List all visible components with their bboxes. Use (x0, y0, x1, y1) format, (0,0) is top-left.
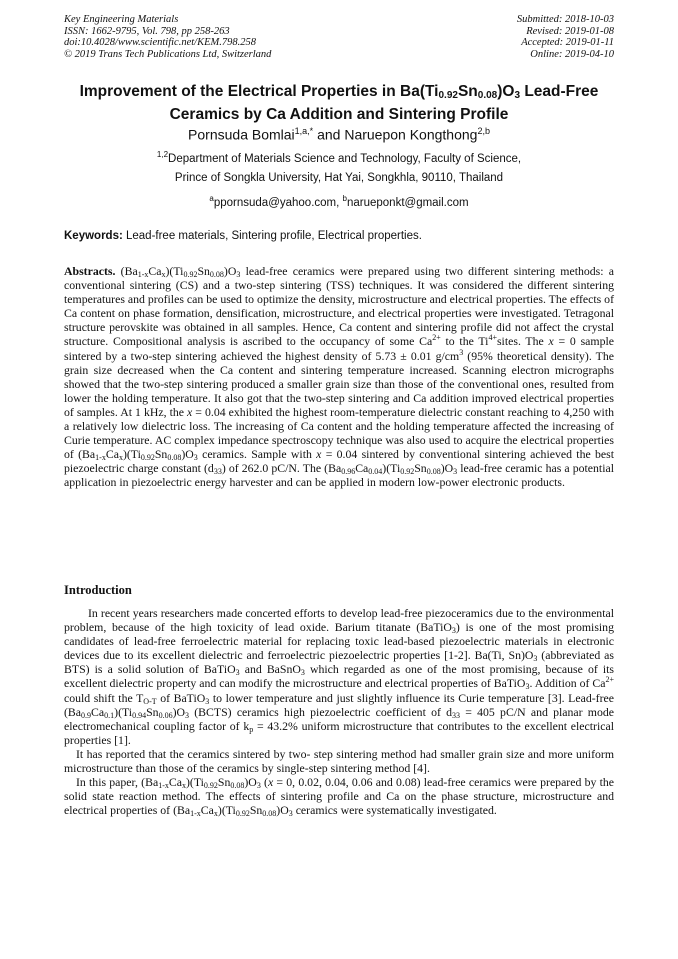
introduction-body (64, 606, 614, 817)
journal-header-right (517, 14, 614, 60)
abstract-label: Abstracts. (64, 264, 116, 278)
author-1: Pornsuda Bomlai (188, 126, 295, 143)
affiliation-line-2: Prince of Songkla University, Hat Yai, Songkhla, 90110, Thailand (174, 172, 504, 184)
date-revised: Revised: 2019-01-08 (526, 25, 614, 37)
date-online: Online: 2019-04-10 (530, 48, 614, 60)
title-line-2: Ceramics by Ca Addition and Sintering Profile (169, 106, 509, 123)
journal-header-left (64, 14, 271, 60)
affiliation-line-1: $^{1,2}$Department of Materials Science and Technology, Faculty of Science, (156, 150, 522, 165)
intro-paragraph-1: In recent years researchers made concerted efforts to develop lead-free piezoceramics due to the environmental problem, because of the high toxicity of lead oxide. Barium titanate (BaTiO$_3$) is one of the most promising candidates of lead-free ferroelectric material for replacing toxic lead-based piezoelectric materials in electronic devices due to its excellent dielectric and ferroelectric piezoelectric properties [1-2]. Ba(Ti, $Sn)O_3$ (abbreviated as BTS) is a solid solution of BaTiO$_3$ and BaSnO$_3$ which regarded as one of the most promising, because of its excellent dielectric property and can modify the microstructure and electrical properties of BaTiO$_3$. Addition of $Ca^{2+}$ could shift the $T_{O-T}$ of BaTiO$_3$ to lower temperature and just slightly influence its Curie temperature [3]. Lead-free $(Ba_{0.9}Ca_{0.1})(Ti_{0.94}Sn_{0.06})O_3$ (BCTS) ceramics high piezoelectric coefficient of $d_{33} = 405$ pC/N and planar mode electromechanical coupling factor of $k_p = 43.2\%$ uniform microstructure that contributes to the excellent electrical properties [1]. (64, 606, 615, 747)
journal-issn: ISSN: 1662-9795, Vol. 798, pp 258-263 (64, 25, 230, 37)
author-2: Naruepon Kongthong (344, 126, 478, 143)
email-a: ppornsuda@yahoo.com, (213, 196, 343, 209)
paper-title (40, 82, 638, 124)
journal-doi: doi:10.4028/www.scientific.net/KEM.798.258 (64, 37, 256, 48)
email-b: narueponkt@gmail.com (346, 196, 469, 209)
author-emails: $^a$ppornsuda@yahoo.com, $^b$narueponkt@gmail.com (209, 194, 469, 209)
section-heading-introduction: Introduction (64, 583, 132, 597)
keywords: Keywords: Lead-free materials, Sintering profile, Electrical properties. (64, 230, 422, 242)
title-line-1: Improvement of the Electrical Properties in $Ba(Ti_{0.92}Sn_{0.08})O_3$ Lead-Free (79, 83, 599, 101)
date-submitted: Submitted: 2018-10-03 (516, 14, 614, 25)
abstract: Abstracts. $(Ba_{1-x}Ca_x)(Ti_{0.92}Sn_{0.08})O_3$ lead-free ceramics were prepared using two different sintering methods: a conventional sintering (CS) and a two-step sintering (TSS) techniques. It was considered the different sintering temperatures and profiles can be used to optimize the density, microstructure and electrical properties. The effects of Ca content on phase formation, densification, microstructure, and electrical properties were investigated. Tetragonal structure perovskite was obtained in all samples. Hence, Ca content and sintering profile did not affect the crystal structure. Compositional analysis is ascribed to the occupancy of some $Ca^{2+}$ to the $Ti^{4+}sites$. The x = 0 sample sintered by a two-step sintering achieved the highest density of 5.73 ± 0.01 $g/cm^3$ (95% theoretical density). The grain size decreased when the Ca content and sintering temperature increased. Scanning electron micrographs showed that the two-step sintering produced a smaller grain size than those of the conventional ones, resulted from lower the holding temperature. It also got that the two-step sintering and Ca addition improved electrical properties of samples. At 1 kHz, the x = 0.04 exhibited the highest room-temperature dielectric constant reaching to 4,250 with a relatively low dielectric loss. The increasing of Ca content and the holding temperature affected the increasing of Curie temperature. AC complex impedance spectroscopy technique was also used to acquire the electrical properties of $(Ba_{1-x}Ca_x)(Ti_{0.92}Sn_{0.08})O_3$ ceramics. Sample with x = 0.04 sintered by conventional sintering achieved the best piezoelectric charge constant $(d_{33})$ of 262.0 pC/N. The $(Ba_{0.96}Ca_{0.04})(Ti_{0.92}Sn_{0.08})O_3$ lead-free ceramic has a potential application in piezoelectric energy harvester and can be applied in modern low-power electronic products. (64, 264, 614, 490)
date-accepted: Accepted: 2019-01-11 (521, 37, 614, 48)
journal-name: Key Engineering Materials (64, 14, 179, 25)
journal-copyright: © 2019 Trans Tech Publications Ltd, Switzerland (64, 48, 272, 60)
author-list: Pornsuda Bomlai$^{1,a,*}$ and Naruepon Kongthong$^{2,b}$ (188, 126, 490, 143)
intro-paragraph-2: It has reported that the ceramics sintered by two- step sintering method had smaller grain size and more uniform microstructure than those of the ceramics by single-step sintering method [4]. (64, 746, 614, 776)
intro-paragraph-3: In this paper, $(Ba_{1-x}Ca_x)(Ti_{0.92}Sn_{0.08})O_3$ (x = 0, 0.02, 0.04, 0.06 and 0.08) lead-free ceramics were prepared by the solid state reaction method. The effects of sintering profile and Ca on the phase structure, microstructure and electrical properties of $(Ba_{1-x}Ca_x)(Ti_{0.92}Sn_{0.08})O_3$ ceramics were systematically investigated. (64, 775, 614, 819)
